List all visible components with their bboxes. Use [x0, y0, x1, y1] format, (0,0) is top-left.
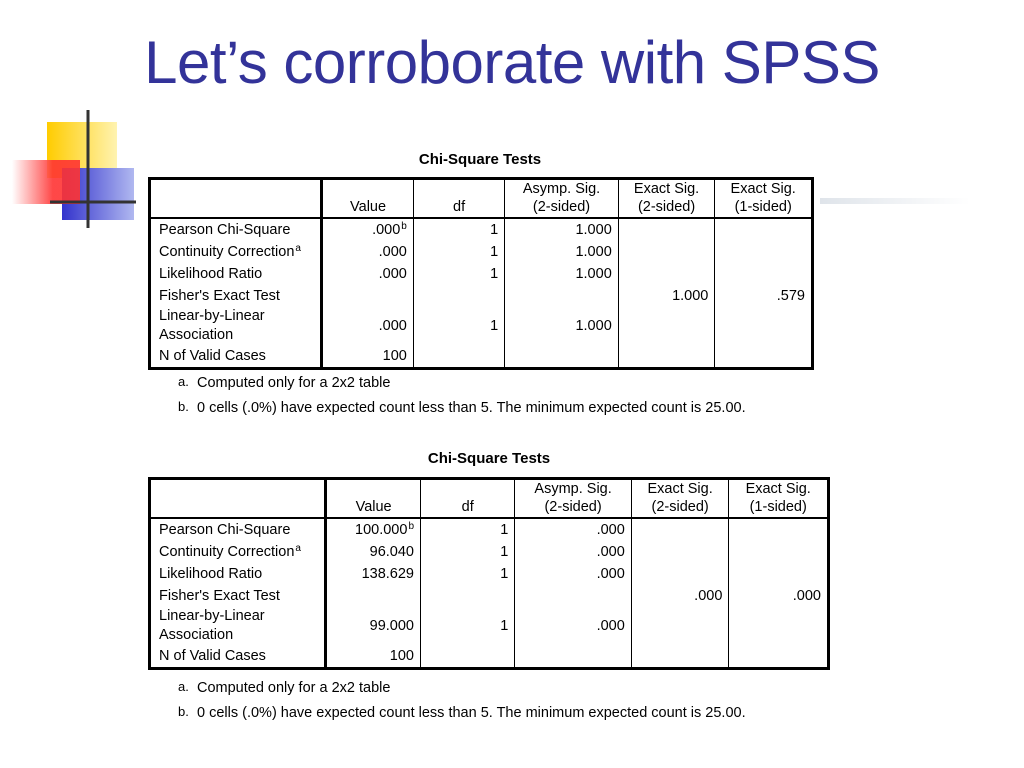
cell-value: 100	[322, 345, 414, 369]
cell-df: 1	[421, 607, 515, 645]
cell-value: 96.040	[326, 541, 421, 563]
cell-exact2	[631, 518, 729, 541]
footnote: b. 0 cells (.0%) have expected count less than 5. The minimum expected count is 25.00.	[178, 399, 746, 416]
footnote: a. Computed only for a 2x2 table	[178, 679, 391, 696]
cell-df: 1	[413, 263, 504, 285]
cell-exact1	[715, 218, 813, 241]
cell-df: 1	[421, 518, 515, 541]
row-label: Continuity Correction$^a$	[159, 243, 301, 260]
table-row	[150, 645, 829, 669]
cell-df	[413, 345, 504, 369]
decorative-squares-graphic	[0, 110, 150, 230]
cell-asymp	[515, 585, 631, 607]
table-row	[150, 585, 829, 607]
row-label: Likelihood Ratio	[159, 566, 263, 582]
cell-exact1	[729, 541, 829, 563]
table-row	[150, 263, 813, 285]
table-row	[150, 307, 813, 345]
cell-exact2: .000	[631, 585, 729, 607]
cell-value	[322, 285, 414, 307]
cell-exact2	[618, 218, 715, 241]
cell-exact2: 1.000	[618, 285, 715, 307]
footnote: a. Computed only for a 2x2 table	[178, 374, 391, 391]
cell-value: 99.000	[326, 607, 421, 645]
header-exact-sig-2: Exact Sig. (2-sided)	[618, 179, 715, 219]
slide-title: Let’s corroborate with SPSS	[144, 29, 880, 96]
cell-asymp: .000	[515, 563, 631, 585]
cell-asymp	[505, 285, 619, 307]
chi-square-table	[148, 177, 814, 370]
row-label: Linear-by-Linear Association	[159, 308, 265, 343]
header-asymp-sig: Asymp. Sig. (2-sided)	[505, 179, 619, 219]
cell-asymp: .000	[515, 607, 631, 645]
cell-asymp: 1.000	[505, 241, 619, 263]
decorative-line	[820, 198, 970, 204]
header-value: Value	[322, 179, 414, 219]
header-empty	[150, 179, 322, 219]
table-row	[150, 563, 829, 585]
cell-exact2	[618, 345, 715, 369]
header-df: df	[413, 179, 504, 219]
cell-exact2	[618, 263, 715, 285]
row-label: Pearson Chi-Square	[159, 222, 291, 238]
cell-value: 100.000$^b$	[326, 518, 421, 541]
table-title: Chi-Square Tests	[418, 151, 542, 168]
cell-df	[421, 645, 515, 669]
cell-exact1	[715, 345, 813, 369]
header-exact-sig-1: Exact Sig. (1-sided)	[729, 479, 829, 519]
table-row	[150, 541, 829, 563]
footnote: b. 0 cells (.0%) have expected count less than 5. The minimum expected count is 25.00.	[178, 704, 746, 721]
cell-value: .000$^b$	[322, 218, 414, 241]
cell-exact1	[715, 241, 813, 263]
cell-exact2	[631, 563, 729, 585]
header-asymp-sig: Asymp. Sig. (2-sided)	[515, 479, 631, 519]
cell-exact2	[618, 307, 715, 345]
cell-exact1	[729, 563, 829, 585]
cell-asymp: .000	[515, 518, 631, 541]
table-row	[150, 218, 813, 241]
table-footnotes	[178, 374, 797, 424]
row-label: Likelihood Ratio	[159, 266, 263, 282]
cell-asymp	[505, 345, 619, 369]
header-exact-sig-2: Exact Sig. (2-sided)	[631, 479, 729, 519]
chi-square-table	[148, 477, 830, 670]
cell-exact2	[631, 607, 729, 645]
cell-exact2	[618, 241, 715, 263]
cell-exact1: .579	[715, 285, 813, 307]
row-label: Continuity Correction$^a$	[159, 543, 301, 560]
cell-exact2	[631, 645, 729, 669]
cell-exact1	[729, 645, 829, 669]
cell-df: 1	[413, 241, 504, 263]
cell-value: .000	[322, 241, 414, 263]
cell-df	[421, 585, 515, 607]
header-value: Value	[326, 479, 421, 519]
cell-exact1	[729, 607, 829, 645]
table-row	[150, 607, 829, 645]
cell-asymp: 1.000	[505, 218, 619, 241]
cell-exact1: .000	[729, 585, 829, 607]
cell-value: .000	[322, 263, 414, 285]
cell-value: 138.629	[326, 563, 421, 585]
cell-df	[413, 285, 504, 307]
row-label: N of Valid Cases	[159, 348, 266, 364]
row-label: N of Valid Cases	[159, 648, 266, 664]
cell-asymp	[515, 645, 631, 669]
cell-exact1	[729, 518, 829, 541]
table-footnotes	[178, 679, 797, 729]
table-row	[150, 285, 813, 307]
cell-asymp: 1.000	[505, 307, 619, 345]
row-label: Pearson Chi-Square	[159, 522, 291, 538]
row-label: Linear-by-Linear Association	[159, 608, 265, 643]
cell-exact2	[631, 541, 729, 563]
table-row	[150, 518, 829, 541]
cell-value	[326, 585, 421, 607]
cell-value: 100	[326, 645, 421, 669]
header-df: df	[421, 479, 515, 519]
header-empty	[150, 479, 326, 519]
cell-df: 1	[413, 218, 504, 241]
cell-df: 1	[413, 307, 504, 345]
cell-exact1	[715, 307, 813, 345]
table-row	[150, 241, 813, 263]
header-exact-sig-1: Exact Sig. (1-sided)	[715, 179, 813, 219]
cell-exact1	[715, 263, 813, 285]
table-row	[150, 345, 813, 369]
cell-df: 1	[421, 563, 515, 585]
cell-asymp: 1.000	[505, 263, 619, 285]
cell-asymp: .000	[515, 541, 631, 563]
table-title: Chi-Square Tests	[427, 450, 551, 467]
row-label: Fisher's Exact Test	[159, 588, 280, 604]
cell-df: 1	[421, 541, 515, 563]
row-label: Fisher's Exact Test	[159, 288, 280, 304]
cell-value: .000	[322, 307, 414, 345]
